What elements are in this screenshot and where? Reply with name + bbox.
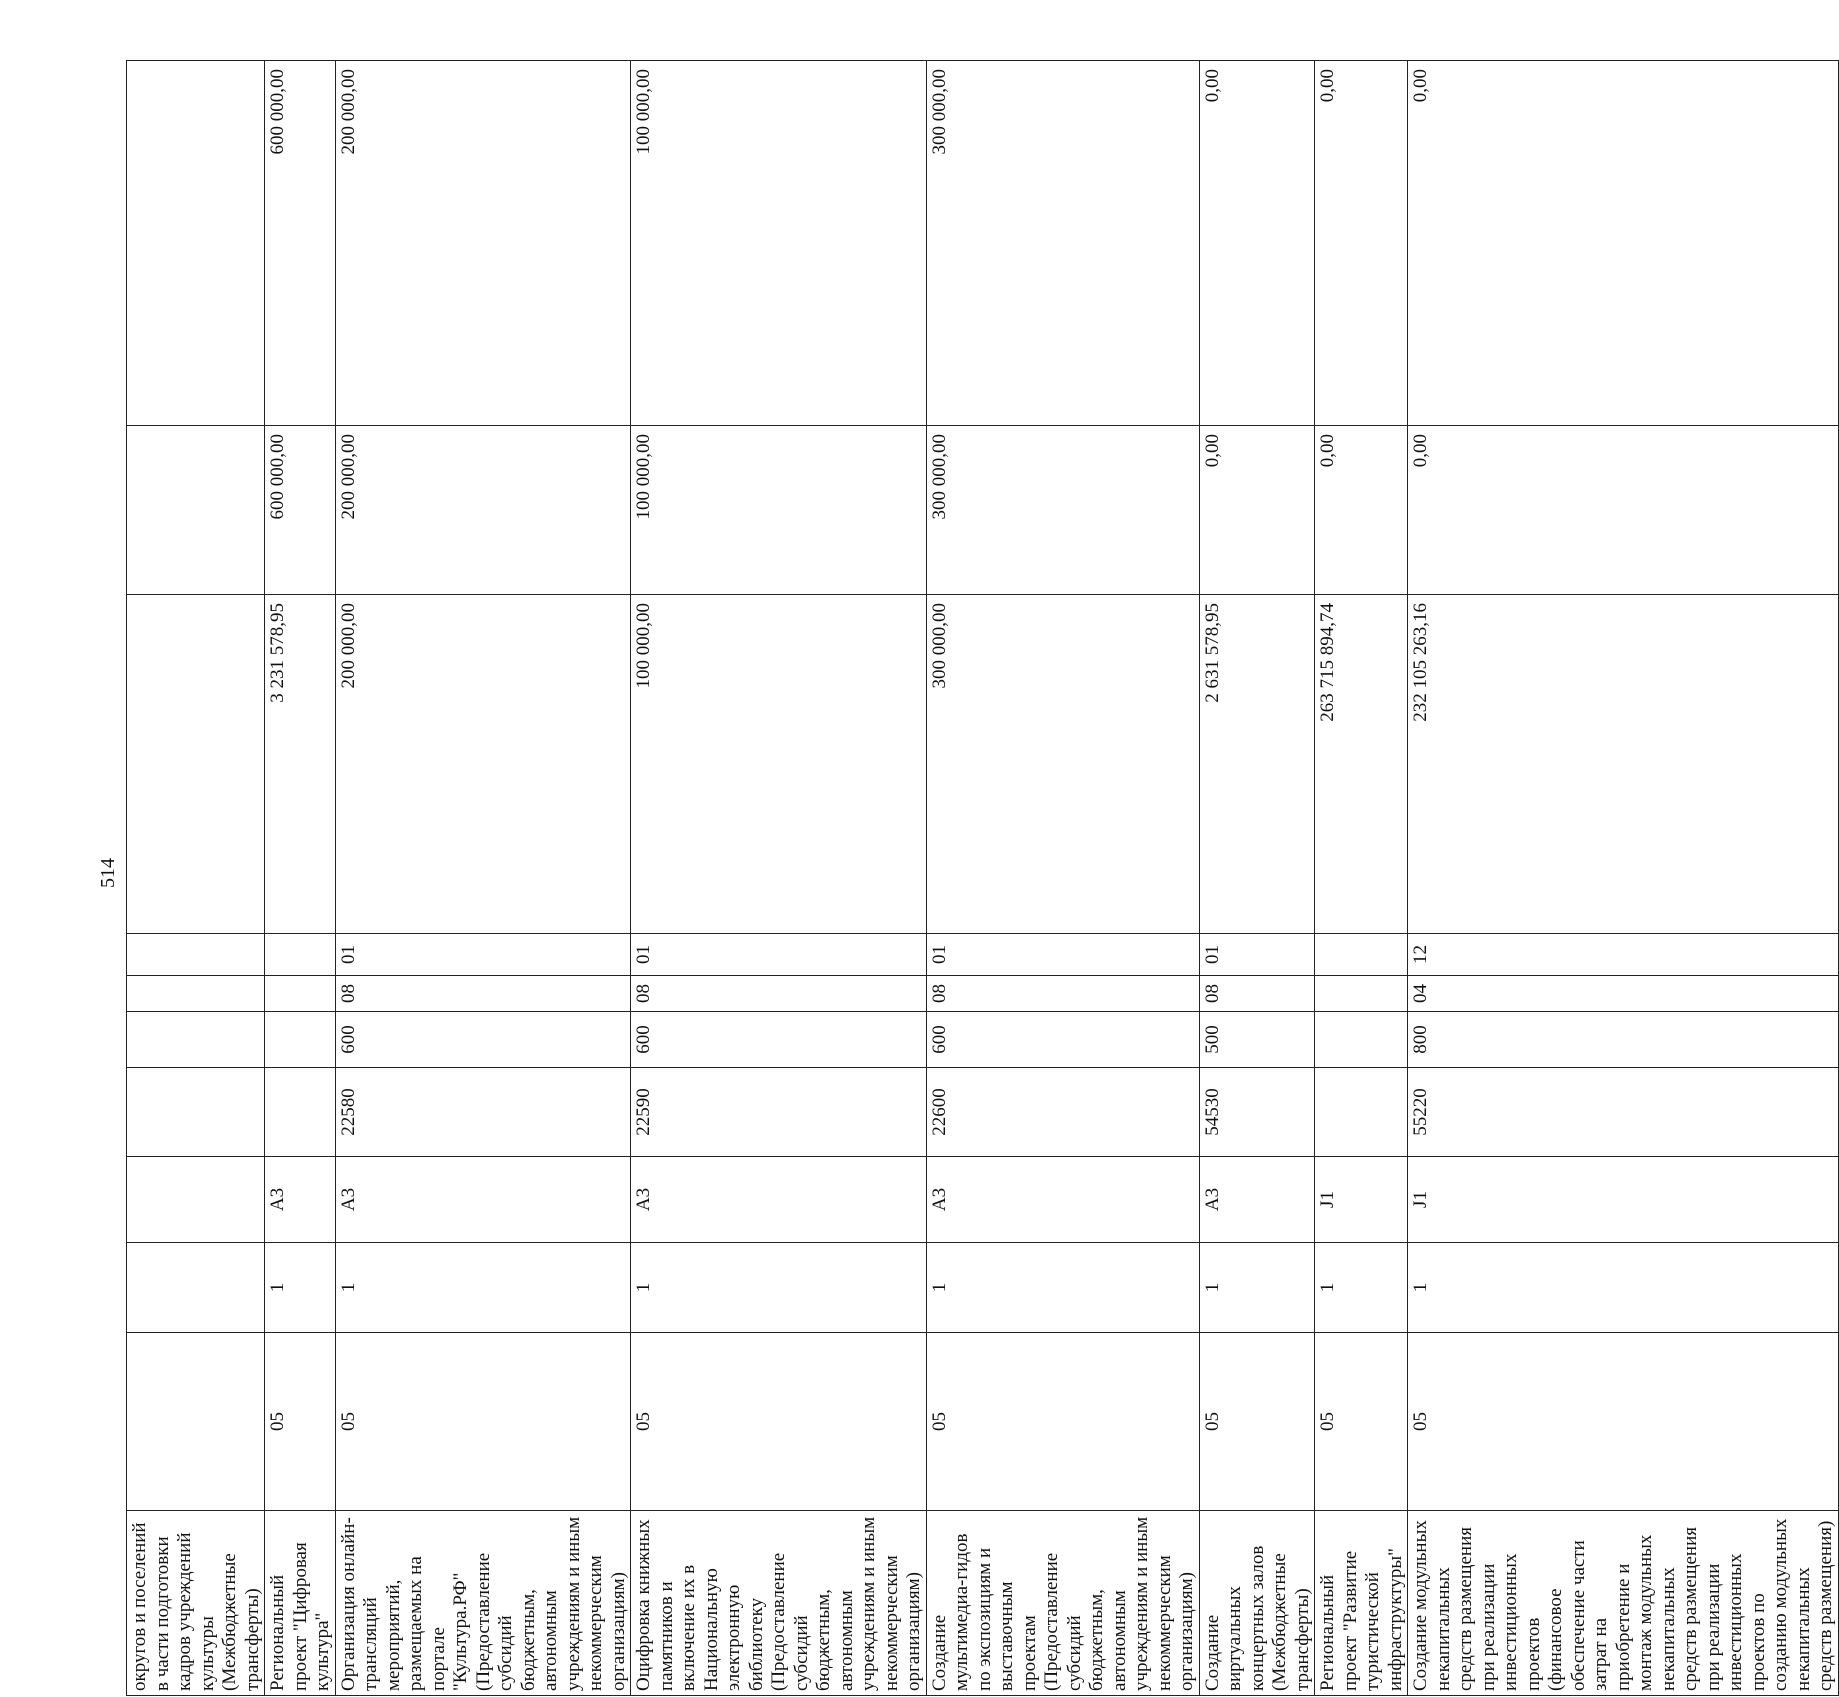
- sum-year-3: 100 000,00: [631, 61, 927, 426]
- sum-year-1: 200 000,00: [335, 595, 631, 934]
- expense-type-code: [1315, 1012, 1408, 1068]
- section-code: [265, 976, 336, 1012]
- row-name: Оцифровка книжных памятников и включение их в Национальную электронную библиотеку (Предоставление субсидий бюджетным, автономным учреждениям и иным некоммерческим организациям): [631, 1511, 927, 1696]
- sum-year-1: [127, 595, 265, 934]
- row-name: Создание виртуальных концертных залов (Межбюджетные трансферты): [1199, 1511, 1315, 1696]
- gp-code: 05: [1315, 1333, 1408, 1511]
- sum-year-2: 100 000,00: [631, 426, 927, 595]
- pp-code: 1: [926, 1243, 1199, 1333]
- expense-type-code: [127, 1012, 265, 1068]
- gp-code: [127, 1333, 265, 1511]
- direction-code: [1315, 1068, 1408, 1157]
- fp-code: А3: [926, 1157, 1199, 1243]
- gp-code: 05: [1199, 1333, 1315, 1511]
- expense-type-code: 500: [1199, 1012, 1315, 1068]
- fp-code: J1: [1408, 1157, 1839, 1243]
- table-row: [127, 61, 265, 1696]
- gp-code: 05: [631, 1333, 927, 1511]
- pp-code: 1: [335, 1243, 631, 1333]
- pp-code: 1: [1199, 1243, 1315, 1333]
- table-row: [1315, 61, 1408, 1696]
- subsection-code: 01: [926, 934, 1199, 976]
- sum-year-3: 300 000,00: [926, 61, 1199, 426]
- row-name: Региональный проект "Цифровая культура": [265, 1511, 336, 1696]
- pp-code: [127, 1243, 265, 1333]
- sum-year-3: 600 000,00: [265, 61, 336, 426]
- direction-code: 22590: [631, 1068, 927, 1157]
- budget-table: [126, 60, 1839, 1696]
- sum-year-2: [127, 426, 265, 595]
- pp-code: 1: [1408, 1243, 1839, 1333]
- direction-code: 22600: [926, 1068, 1199, 1157]
- table-row: [1199, 61, 1315, 1696]
- section-code: [1315, 976, 1408, 1012]
- subsection-code: 01: [631, 934, 927, 976]
- sum-year-1: 2 631 578,95: [1199, 595, 1315, 934]
- table-row: [631, 61, 927, 1696]
- section-code: 08: [926, 976, 1199, 1012]
- fp-code: [127, 1157, 265, 1243]
- sum-year-2: 0,00: [1408, 426, 1839, 595]
- direction-code: [265, 1068, 336, 1157]
- subsection-code: 01: [335, 934, 631, 976]
- sum-year-3: [127, 61, 265, 426]
- subsection-code: 01: [1199, 934, 1315, 976]
- row-name: Создание модульных некапитальных средств размещения при реализации инвестиционных проектов (финансовое обеспечение части затрат на приобретение и монтаж модульных некапитальных средств размещения при реализации инвестиционных проектов по созданию модульных некапитальных средств размещения): [1408, 1511, 1839, 1696]
- row-name: Региональный проект "Развитие туристической инфраструктуры": [1315, 1511, 1408, 1696]
- gp-code: 05: [335, 1333, 631, 1511]
- sum-year-2: 0,00: [1199, 426, 1315, 595]
- sum-year-2: 0,00: [1315, 426, 1408, 595]
- expense-type-code: [265, 1012, 336, 1068]
- section-code: 08: [1199, 976, 1315, 1012]
- direction-code: [127, 1068, 265, 1157]
- direction-code: 54530: [1199, 1068, 1315, 1157]
- fp-code: J1: [1315, 1157, 1408, 1243]
- table-row: [335, 61, 631, 1696]
- sum-year-1: 3 231 578,95: [265, 595, 336, 934]
- expense-type-code: 600: [335, 1012, 631, 1068]
- gp-code: 05: [1408, 1333, 1839, 1511]
- subsection-code: [127, 934, 265, 976]
- direction-code: 55220: [1408, 1068, 1839, 1157]
- gp-code: 05: [926, 1333, 1199, 1511]
- expense-type-code: 600: [926, 1012, 1199, 1068]
- sum-year-2: 200 000,00: [335, 426, 631, 595]
- sum-year-3: 0,00: [1199, 61, 1315, 426]
- expense-type-code: 600: [631, 1012, 927, 1068]
- fp-code: А3: [335, 1157, 631, 1243]
- fp-code: А3: [631, 1157, 927, 1243]
- section-code: [127, 976, 265, 1012]
- subsection-code: [265, 934, 336, 976]
- sum-year-2: 600 000,00: [265, 426, 336, 595]
- fp-code: А3: [1199, 1157, 1315, 1243]
- subsection-code: [1315, 934, 1408, 976]
- sum-year-1: 232 105 263,16: [1408, 595, 1839, 934]
- section-code: 08: [335, 976, 631, 1012]
- table-row: [265, 61, 336, 1696]
- pp-code: 1: [265, 1243, 336, 1333]
- direction-code: 22580: [335, 1068, 631, 1157]
- sum-year-3: 0,00: [1408, 61, 1839, 426]
- expense-type-code: 800: [1408, 1012, 1839, 1068]
- fp-code: А3: [265, 1157, 336, 1243]
- sum-year-3: 0,00: [1315, 61, 1408, 426]
- page-number: 514: [97, 858, 119, 888]
- section-code: 04: [1408, 976, 1839, 1012]
- section-code: 08: [631, 976, 927, 1012]
- gp-code: 05: [265, 1333, 336, 1511]
- sum-year-3: 200 000,00: [335, 61, 631, 426]
- table-row: [1408, 61, 1839, 1696]
- subsection-code: 12: [1408, 934, 1839, 976]
- row-name: Создание мультимедиа-гидов по экспозициям и выставочным проектам (Предоставление субсидий бюджетным, автономным учреждениям и иным некоммерческим организациям): [926, 1511, 1199, 1696]
- pp-code: 1: [1315, 1243, 1408, 1333]
- row-name: Организация онлайн-трансляций мероприятий, размещаемых на портале "Культура.РФ" (Предоставление субсидий бюджетным, автономным учреждениям и иным некоммерческим организациям): [335, 1511, 631, 1696]
- budget-table-rotated: [126, 61, 1836, 1696]
- row-name: округов и поселений в части подготовки кадров учреждений культуры (Межбюджетные трансферты): [127, 1511, 265, 1696]
- table-row: [926, 61, 1199, 1696]
- sum-year-1: 263 715 894,74: [1315, 595, 1408, 934]
- pp-code: 1: [631, 1243, 927, 1333]
- sum-year-1: 300 000,00: [926, 595, 1199, 934]
- sum-year-1: 100 000,00: [631, 595, 927, 934]
- sum-year-2: 300 000,00: [926, 426, 1199, 595]
